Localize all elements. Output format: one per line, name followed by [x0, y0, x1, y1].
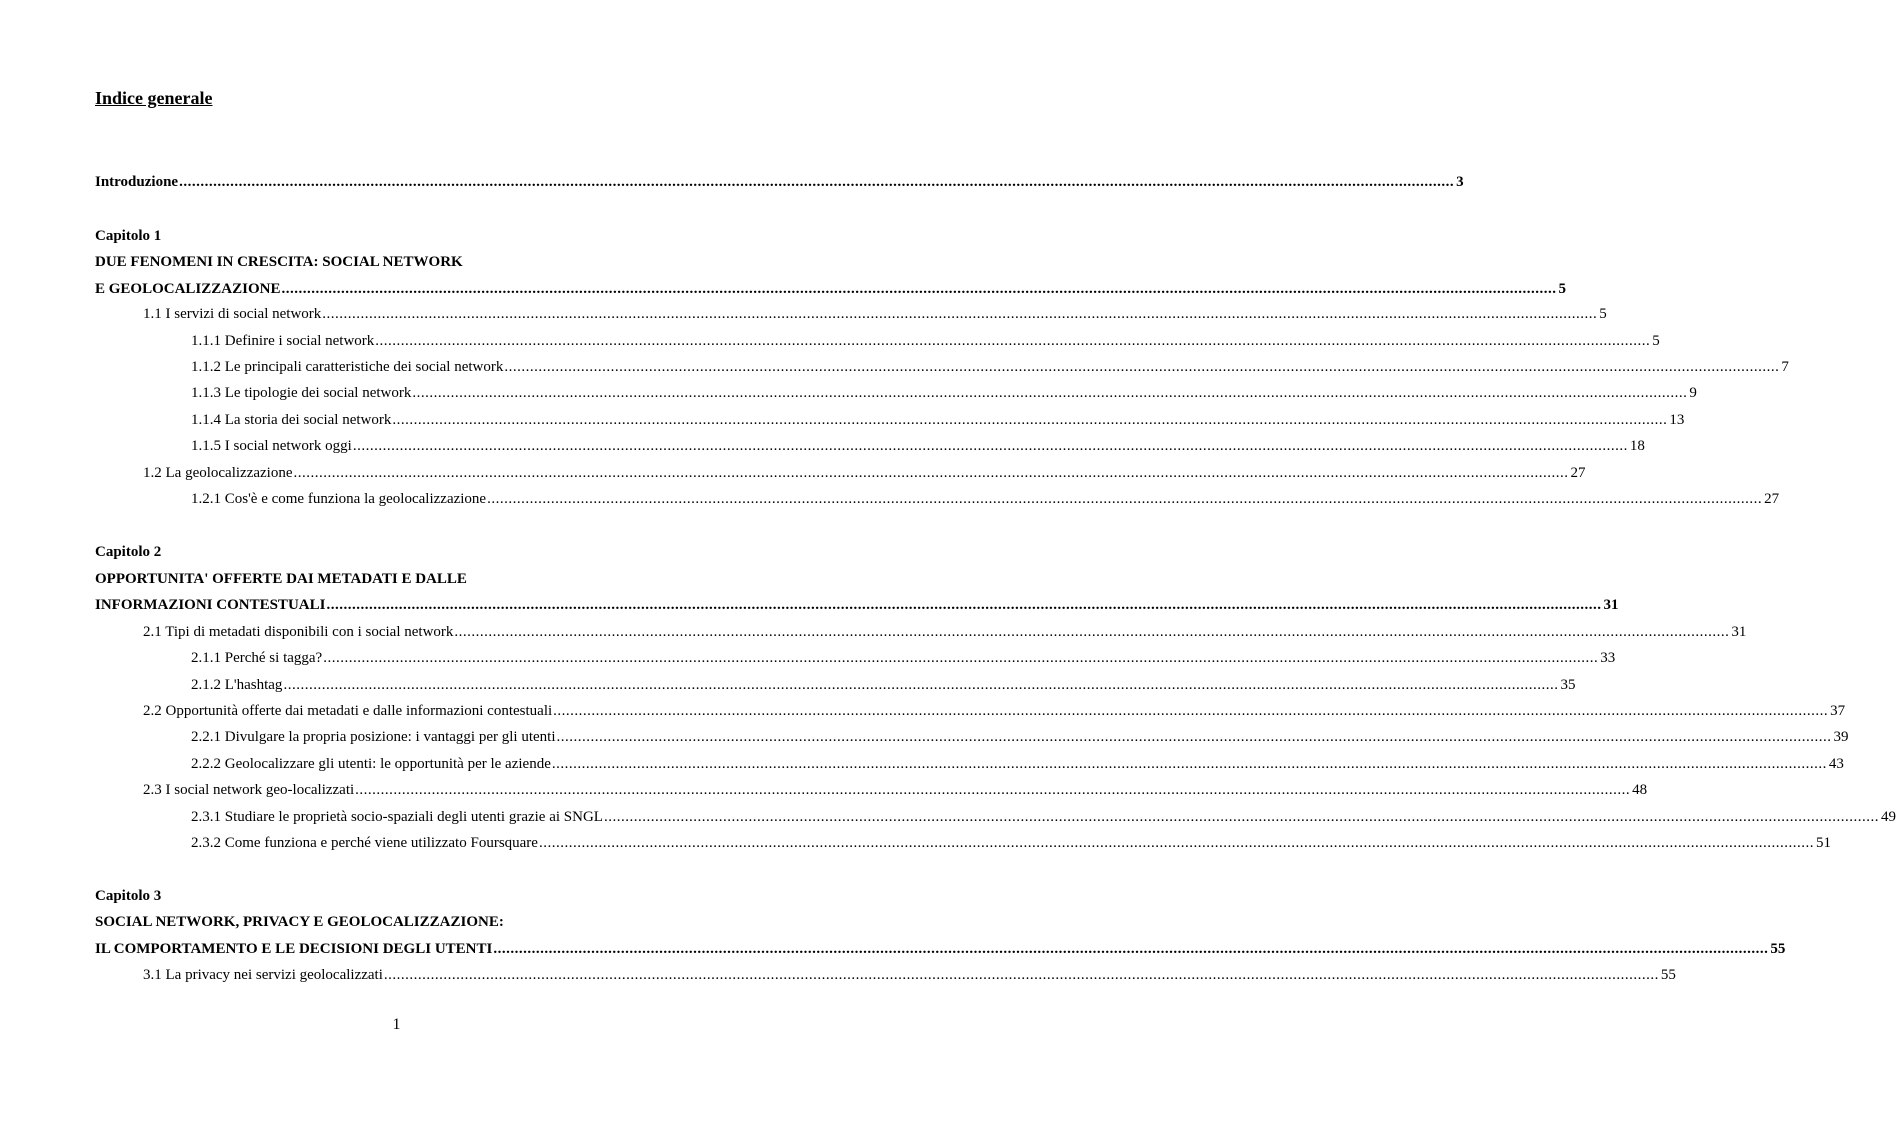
- toc-entry-page: 31: [1731, 624, 1747, 640]
- toc-entry-page: 27: [1570, 465, 1586, 481]
- dot-leader: ............................................................................................................................................................................................................................................................................................................: [504, 359, 1780, 375]
- toc-entry-1-1-3[interactable]: [191, 383, 1697, 403]
- dot-leader: ............................................................................................................................................................................................................................................................................................................: [603, 809, 1879, 825]
- chapter-3-heading: Capitolo 3: [95, 888, 162, 904]
- toc-entry-label: 2.2 Opportunità offerte dai metadati e dalle informazioni contestuali: [143, 703, 553, 719]
- toc-entry-page: 13: [1669, 412, 1685, 428]
- toc-entry-1-1-2[interactable]: [191, 357, 1789, 377]
- chapter-3-title-line2: IL COMPORTAMENTO E LE DECISIONI DEGLI UTENTI: [95, 941, 493, 957]
- toc-entry-label: 2.2.1 Divulgare la propria posizione: i vantaggi per gli utenti: [191, 729, 556, 745]
- toc-entry-label: 2.3.2 Come funziona e perché viene utilizzato Foursquare: [191, 835, 538, 851]
- toc-entry-2-1-2[interactable]: [191, 675, 1576, 695]
- toc-entry-label: 1.1.2 Le principali caratteristiche dei social network: [191, 359, 504, 375]
- toc-entry-2-1-1[interactable]: [191, 648, 1616, 668]
- dot-leader: ............................................................................................................................................................................................................................................................................................................: [556, 729, 1832, 745]
- dot-leader: ............................................................................................................................................................................................................................................................................................................: [551, 756, 1827, 772]
- dot-leader: ............................................................................................................................................................................................................................................................................................................: [493, 941, 1769, 957]
- dot-leader: ............................................................................................................................................................................................................................................................................................................: [281, 281, 1557, 297]
- toc-entry-label: 1.1.4 La storia dei social network: [191, 412, 392, 428]
- toc-entry-label: 1.1 I servizi di social network: [143, 306, 322, 322]
- toc-entry-1-1-1[interactable]: [191, 331, 1660, 351]
- chapter-2-title-line2: INFORMAZIONI CONTESTUALI: [95, 597, 326, 613]
- toc-entry-page: 5: [1599, 306, 1607, 322]
- toc-entry-page: 43: [1828, 756, 1844, 772]
- toc-entry-page: 5: [1558, 281, 1566, 297]
- toc-entry-page: 7: [1781, 359, 1789, 375]
- toc-entry-label: 1.1.1 Definire i social network: [191, 333, 375, 349]
- toc-entry-page: 31: [1603, 597, 1619, 613]
- chapter-1-title-line2: E GEOLOCALIZZAZIONE: [95, 281, 281, 297]
- toc-entry-page: 9: [1689, 385, 1697, 401]
- toc-entry-label: 2.1.2 L'hashtag: [191, 677, 283, 693]
- page-number: 1: [392, 1016, 401, 1033]
- toc-entry-2-1[interactable]: [143, 622, 1747, 642]
- dot-leader: ............................................................................................................................................................................................................................................................................................................: [375, 333, 1651, 349]
- toc-entry-2-3-1[interactable]: [191, 807, 1896, 827]
- dot-leader: ............................................................................................................................................................................................................................................................................................................: [352, 438, 1628, 454]
- toc-entry-page: 37: [1830, 703, 1846, 719]
- toc-entry-chapter-1[interactable]: [95, 279, 1566, 299]
- toc-entry-label: 1.1.5 I social network oggi: [191, 438, 352, 454]
- toc-entry-2-2-2[interactable]: [191, 754, 1844, 774]
- toc-entry-label: 2.3 I social network geo-localizzati: [143, 782, 355, 798]
- toc-entry-label: 1.2.1 Cos'è e come funziona la geolocalizzazione: [191, 491, 487, 507]
- dot-leader: ............................................................................................................................................................................................................................................................................................................: [454, 624, 1730, 640]
- toc-entry-page: 55: [1660, 967, 1676, 983]
- toc-entry-chapter-2[interactable]: [95, 595, 1619, 615]
- dot-leader: ............................................................................................................................................................................................................................................................................................................: [553, 703, 1829, 719]
- toc-entry-page: 55: [1770, 941, 1786, 957]
- chapter-1-heading: Capitolo 1: [95, 228, 162, 244]
- toc-entry-label: Introduzione: [95, 174, 179, 190]
- toc-entry-page: 51: [1815, 835, 1831, 851]
- page-title: Indice generale: [95, 88, 213, 108]
- toc-entry-3-1[interactable]: [143, 965, 1676, 985]
- dot-leader: ............................................................................................................................................................................................................................................................................................................: [392, 412, 1668, 428]
- dot-leader: ............................................................................................................................................................................................................................................................................................................: [538, 835, 1814, 851]
- toc-entry-page: 35: [1560, 677, 1576, 693]
- toc-entry-page: 49: [1880, 809, 1896, 825]
- toc-entry-page: 48: [1632, 782, 1648, 798]
- toc-entry-label: 3.1 La privacy nei servizi geolocalizzati: [143, 967, 383, 983]
- toc-entry-1-1-5[interactable]: [191, 436, 1645, 456]
- dot-leader: ............................................................................................................................................................................................................................................................................................................: [487, 491, 1763, 507]
- toc-entry-label: 2.3.1 Studiare le proprietà socio-spaziali degli utenti grazie ai SNGL: [191, 809, 603, 825]
- toc-entry-2-2-1[interactable]: [191, 727, 1849, 747]
- toc-entry-1-2-1[interactable]: [191, 489, 1780, 509]
- dot-leader: ............................................................................................................................................................................................................................................................................................................: [322, 306, 1598, 322]
- dot-leader: ............................................................................................................................................................................................................................................................................................................: [283, 677, 1559, 693]
- toc-entry-label: 2.1 Tipi di metadati disponibili con i social network: [143, 624, 454, 640]
- chapter-2-heading: Capitolo 2: [95, 544, 162, 560]
- dot-leader: ............................................................................................................................................................................................................................................................................................................: [293, 465, 1569, 481]
- toc-entry-2-3-2[interactable]: [191, 833, 1831, 853]
- dot-leader: ............................................................................................................................................................................................................................................................................................................: [326, 597, 1602, 613]
- toc-entry-1-1[interactable]: [143, 304, 1607, 324]
- toc-entry-page: 5: [1652, 333, 1660, 349]
- dot-leader: ............................................................................................................................................................................................................................................................................................................: [179, 174, 1455, 190]
- dot-leader: ............................................................................................................................................................................................................................................................................................................: [355, 782, 1631, 798]
- chapter-3-title-line1: SOCIAL NETWORK, PRIVACY E GEOLOCALIZZAZIONE:: [95, 914, 504, 930]
- chapter-1-title-line1: DUE FENOMENI IN CRESCITA: SOCIAL NETWORK: [95, 254, 463, 270]
- toc-entry-label: 2.2.2 Geolocalizzare gli utenti: le opportunità per le aziende: [191, 756, 551, 772]
- toc-entry-chapter-3[interactable]: [95, 939, 1786, 959]
- toc-entry-page: 33: [1600, 650, 1616, 666]
- toc-entry-page: 3: [1456, 174, 1464, 190]
- toc-entry-label: 1.1.3 Le tipologie dei social network: [191, 385, 412, 401]
- toc-entry-label: 1.2 La geolocalizzazione: [143, 465, 293, 481]
- dot-leader: ............................................................................................................................................................................................................................................................................................................: [383, 967, 1659, 983]
- toc-entry-introduzione[interactable]: [95, 172, 1464, 192]
- chapter-2-title-line1: OPPORTUNITA' OFFERTE DAI METADATI E DALLE: [95, 571, 467, 587]
- toc-entry-label: 2.1.1 Perché si tagga?: [191, 650, 323, 666]
- dot-leader: ............................................................................................................................................................................................................................................................................................................: [412, 385, 1688, 401]
- toc-entry-2-2[interactable]: [143, 701, 1846, 721]
- toc-entry-1-2[interactable]: [143, 463, 1586, 483]
- toc-entry-1-1-4[interactable]: [191, 410, 1685, 430]
- toc-entry-page: 27: [1764, 491, 1780, 507]
- toc-entry-2-3[interactable]: [143, 780, 1648, 800]
- toc-entry-page: 18: [1629, 438, 1645, 454]
- dot-leader: ............................................................................................................................................................................................................................................................................................................: [323, 650, 1599, 666]
- toc-entry-page: 39: [1833, 729, 1849, 745]
